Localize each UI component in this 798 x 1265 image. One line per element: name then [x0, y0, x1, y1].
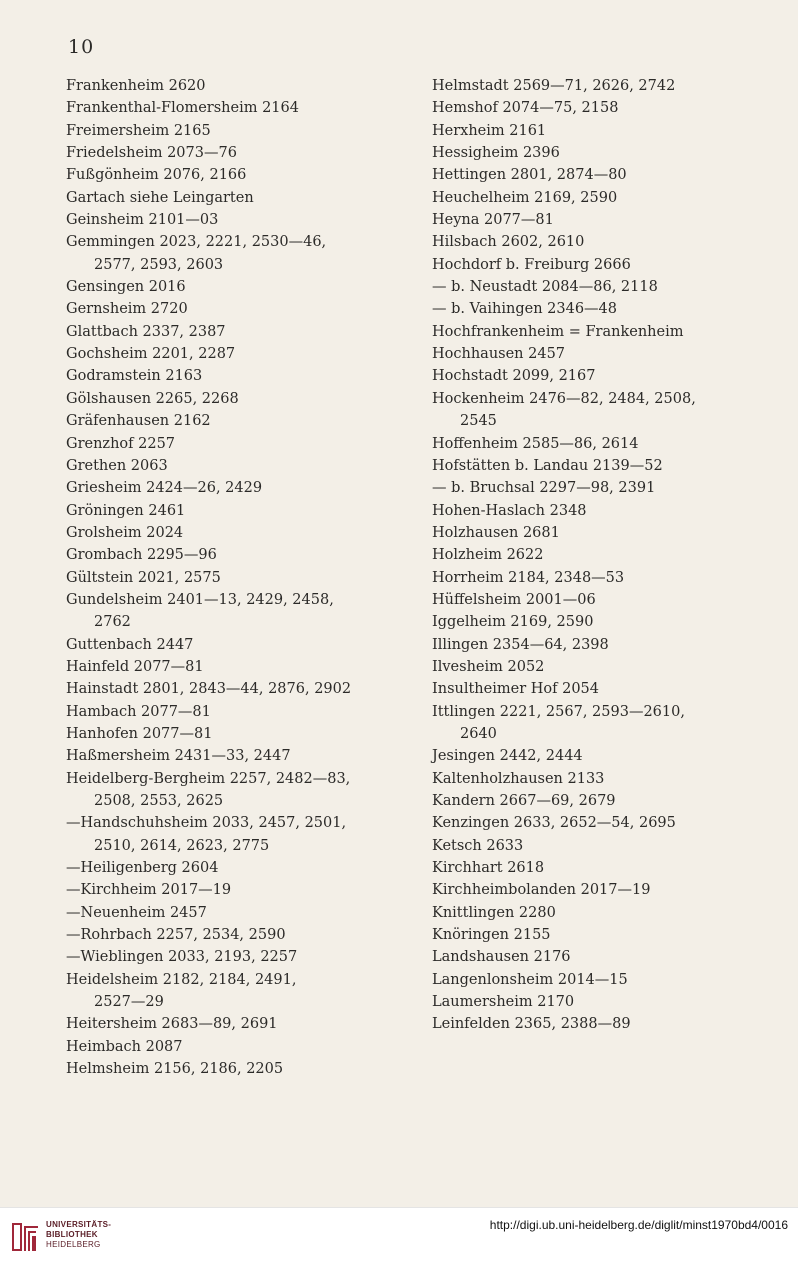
- index-entry-text: Knittlingen 2280: [432, 904, 556, 921]
- index-entry: [432, 231, 782, 253]
- index-entry-text: Hüffelsheim 2001—06: [432, 591, 596, 608]
- index-entry-text: Hochhausen 2457: [432, 346, 566, 363]
- index-entry-text: Helmsheim 2156, 2186, 2205: [66, 1061, 284, 1078]
- index-entry: [66, 946, 396, 968]
- index-entry-text: Kandern 2667—69, 2679: [432, 793, 616, 809]
- index-entry: [432, 97, 782, 119]
- index-entry: [66, 544, 396, 566]
- library-name: [46, 1220, 111, 1250]
- index-entry: [432, 388, 782, 433]
- index-entry: [432, 142, 782, 164]
- index-entry: [432, 634, 782, 656]
- index-entry: [432, 678, 782, 700]
- footer-bar: [0, 1207, 798, 1265]
- index-entry: [66, 879, 396, 901]
- index-column-left: [66, 75, 396, 1080]
- index-entry-text: Friedelsheim 2073—76: [66, 145, 237, 162]
- index-entry: [432, 857, 782, 879]
- index-entry-text: Haßmersheim 2431—33, 2447: [66, 748, 291, 765]
- index-entry: [66, 164, 396, 186]
- index-entry: [66, 567, 396, 589]
- index-entry-text: Gemmingen 2023, 2221, 2530—46,: [66, 234, 327, 251]
- index-entry-text: Leinfelden 2365, 2388—89: [432, 1016, 631, 1033]
- index-entry-text: Heidelsheim 2182, 2184, 2491,: [66, 971, 297, 988]
- index-entry-text: Grolsheim 2024: [66, 524, 184, 541]
- index-entry: [432, 120, 782, 142]
- index-entry: [432, 522, 782, 544]
- index-entry-text: Hohen-Haslach 2348: [432, 502, 587, 519]
- index-entry-text: —Neuenheim 2457: [66, 904, 207, 921]
- index-entry: [432, 544, 782, 566]
- index-entry: [432, 321, 782, 343]
- source-url-link[interactable]: http://digi.ub.uni-heidelberg.de/diglit/minst1970bd4/0016: [489, 1218, 788, 1232]
- index-entry: [432, 924, 782, 946]
- index-entry: [66, 231, 396, 276]
- index-entry: [66, 1013, 396, 1035]
- index-entry-text: Geinsheim 2101—03: [66, 212, 219, 229]
- index-entry: [432, 879, 782, 901]
- index-entry: [432, 209, 782, 231]
- index-entry-text: —Wieblingen 2033, 2193, 2257: [66, 949, 298, 966]
- index-entry: [432, 790, 782, 812]
- index-entry-text: Holzhausen 2681: [432, 524, 560, 541]
- index-entry: [432, 477, 782, 499]
- index-entry: [432, 164, 782, 186]
- index-entry: [66, 142, 396, 164]
- index-entry-text: Ilvesheim 2052: [432, 658, 545, 675]
- index-entry: [432, 701, 782, 746]
- index-entry-text: Iggelheim 2169, 2590: [432, 614, 594, 631]
- index-entry-text: Gartach siehe Leingarten: [66, 189, 254, 206]
- index-entry: [432, 254, 782, 276]
- index-entry-text: — b. Bruchsal 2297—98, 2391: [432, 480, 656, 497]
- index-entry-text: —Kirchheim 2017—19: [66, 882, 232, 899]
- index-entry-text: Holzheim 2622: [432, 547, 544, 564]
- index-entry-text: Kaltenholzhausen 2133: [432, 770, 605, 787]
- index-entry-continuation: 2527—29: [94, 994, 164, 1011]
- index-entry-text: Grethen 2063: [66, 457, 168, 474]
- index-entry-text: Heuchelheim 2169, 2590: [432, 189, 618, 206]
- index-entry: [66, 410, 396, 432]
- index-entry-continuation: 2510, 2614, 2623, 2775: [94, 837, 270, 854]
- index-entry-text: —Handschuhsheim 2033, 2457, 2501,: [66, 815, 347, 832]
- index-entry-continuation: 2762: [94, 614, 131, 631]
- index-entry-text: Illingen 2354—64, 2398: [432, 636, 609, 653]
- index-entry-text: Glattbach 2337, 2387: [66, 323, 226, 340]
- index-entry: [66, 723, 396, 745]
- index-entry-text: Hanhofen 2077—81: [66, 725, 213, 742]
- index-entry: [432, 75, 782, 97]
- index-entry: [66, 589, 396, 634]
- index-entry: [66, 120, 396, 142]
- index-entry: [432, 745, 782, 767]
- index-entry: [66, 678, 396, 700]
- index-entry-text: Hemshof 2074—75, 2158: [432, 100, 619, 117]
- library-name-line: UNIVERSITÄTS-: [46, 1220, 112, 1229]
- index-entry: [432, 298, 782, 320]
- index-entry: [432, 946, 782, 968]
- library-name-line: BIBLIOTHEK: [46, 1230, 98, 1239]
- index-entry: [66, 187, 396, 209]
- index-entry: [66, 97, 396, 119]
- index-entry-text: Hockenheim 2476—82, 2484, 2508,: [432, 390, 696, 407]
- index-entry: [432, 455, 782, 477]
- index-entry-text: Hainstadt 2801, 2843—44, 2876, 2902: [66, 681, 352, 698]
- index-entry-text: Insultheimer Hof 2054: [432, 681, 599, 698]
- index-entry-text: Gensingen 2016: [66, 279, 186, 296]
- index-entry: [432, 187, 782, 209]
- index-entry-text: Guttenbach 2447: [66, 636, 194, 653]
- library-logo-icon: [10, 1220, 40, 1254]
- index-entry-continuation: 2508, 2553, 2625: [94, 793, 224, 809]
- index-entry: [66, 298, 396, 320]
- index-entry: [66, 477, 396, 499]
- index-entry-text: Hochdorf b. Freiburg 2666: [432, 256, 631, 273]
- index-entry-text: Hochstadt 2099, 2167: [432, 368, 596, 385]
- index-entry-text: Heitersheim 2683—89, 2691: [66, 1016, 278, 1033]
- index-entry-text: Heidelberg-Bergheim 2257, 2482—83,: [66, 770, 351, 787]
- index-entry: [66, 522, 396, 544]
- index-entry-continuation: 2640: [460, 725, 497, 742]
- index-entry: [66, 343, 396, 365]
- index-entry: [66, 276, 396, 298]
- index-entry-text: Jesingen 2442, 2444: [432, 748, 583, 765]
- index-entry: [66, 745, 396, 767]
- index-entry: [66, 365, 396, 387]
- index-entry-text: —Rohrbach 2257, 2534, 2590: [66, 927, 286, 944]
- index-entry: [432, 812, 782, 834]
- index-entry: [66, 209, 396, 231]
- index-entry-text: Hoffenheim 2585—86, 2614: [432, 435, 639, 452]
- index-entry-text: Hainfeld 2077—81: [66, 658, 204, 675]
- index-entry-continuation: 2545: [460, 413, 497, 430]
- index-entry-text: Gültstein 2021, 2575: [66, 569, 221, 586]
- index-entry-text: Heyna 2077—81: [432, 212, 554, 229]
- index-entry-text: Laumersheim 2170: [432, 994, 575, 1011]
- index-entry-text: Kirchheimbolanden 2017—19: [432, 882, 651, 899]
- index-entry: [432, 768, 782, 790]
- index-entry-text: Landshausen 2176: [432, 949, 571, 966]
- index-entry-text: Gröningen 2461: [66, 502, 186, 519]
- index-entry: [432, 835, 782, 857]
- index-entry-text: Gernsheim 2720: [66, 301, 188, 318]
- index-entry: [432, 902, 782, 924]
- index-entry: [66, 768, 396, 813]
- index-entry-text: Grombach 2295—96: [66, 547, 217, 564]
- index-entry: [66, 634, 396, 656]
- index-entry-text: Ketsch 2633: [432, 837, 524, 854]
- index-entry-text: —Heiligenberg 2604: [66, 860, 219, 877]
- index-entry: [66, 656, 396, 678]
- index-entry: [66, 388, 396, 410]
- index-entry: [66, 857, 396, 879]
- index-entry-text: Gräfenhausen 2162: [66, 413, 211, 430]
- index-entry-text: Godramstein 2163: [66, 368, 203, 385]
- index-entry-text: Hilsbach 2602, 2610: [432, 234, 585, 251]
- index-entry: [432, 589, 782, 611]
- index-entry-text: — b. Vaihingen 2346—48: [432, 301, 618, 318]
- index-entry-text: — b. Neustadt 2084—86, 2118: [432, 279, 658, 296]
- index-entry: [432, 611, 782, 633]
- index-entry: [66, 1036, 396, 1058]
- index-entry: [432, 991, 782, 1013]
- index-entry-text: Griesheim 2424—26, 2429: [66, 480, 263, 497]
- index-entry-text: Ittlingen 2221, 2567, 2593—2610,: [432, 703, 685, 720]
- index-entry-text: Horrheim 2184, 2348—53: [432, 569, 625, 586]
- index-entry-text: Gundelsheim 2401—13, 2429, 2458,: [66, 591, 334, 608]
- index-entry: [66, 701, 396, 723]
- index-entry: [66, 321, 396, 343]
- library-name-line: HEIDELBERG: [46, 1240, 101, 1249]
- index-entry: [66, 75, 396, 97]
- index-entry-text: Heimbach 2087: [66, 1038, 183, 1055]
- index-entry-text: Gochsheim 2201, 2287: [66, 346, 236, 363]
- index-entry: [432, 1013, 782, 1035]
- index-entry-text: Langenlonsheim 2014—15: [432, 971, 628, 988]
- index-entry-text: Hofstätten b. Landau 2139—52: [432, 457, 663, 474]
- index-entry-text: Herxheim 2161: [432, 122, 547, 139]
- index-entry-text: Hessigheim 2396: [432, 145, 560, 162]
- index-entry: [66, 433, 396, 455]
- index-entry-text: Gölshausen 2265, 2268: [66, 390, 239, 407]
- index-entry: [66, 812, 396, 857]
- index-entry-text: Kirchhart 2618: [432, 860, 545, 877]
- page-number: 10: [68, 36, 95, 58]
- index-entry-text: Kenzingen 2633, 2652—54, 2695: [432, 815, 676, 832]
- index-entry-text: Hettingen 2801, 2874—80: [432, 167, 627, 184]
- index-entry-text: Grenzhof 2257: [66, 435, 176, 452]
- index-entry: [66, 924, 396, 946]
- index-entry: [66, 969, 396, 1014]
- index-entry-text: Hambach 2077—81: [66, 703, 211, 720]
- index-entry-continuation: 2577, 2593, 2603: [94, 256, 224, 273]
- index-entry: [432, 567, 782, 589]
- index-entry: [66, 902, 396, 924]
- index-entry: [432, 365, 782, 387]
- index-entry-text: Frankenheim 2620: [66, 78, 206, 94]
- index-entry: [432, 343, 782, 365]
- index-entry-text: Freimersheim 2165: [66, 122, 211, 139]
- index-entry-text: Frankenthal-Flomersheim 2164: [66, 100, 299, 117]
- index-entry: [66, 455, 396, 477]
- index-entry-text: Knöringen 2155: [432, 927, 551, 944]
- index-entry: [432, 276, 782, 298]
- index-entry-text: Helmstadt 2569—71, 2626, 2742: [432, 78, 676, 94]
- index-entry: [66, 1058, 396, 1080]
- index-column-right: [432, 75, 782, 1036]
- index-entry-text: Fußgönheim 2076, 2166: [66, 167, 247, 184]
- index-entry: [432, 500, 782, 522]
- index-entry: [66, 500, 396, 522]
- index-entry: [432, 656, 782, 678]
- index-entry: [432, 969, 782, 991]
- index-entry-text: Hochfrankenheim = Frankenheim: [432, 323, 684, 340]
- index-entry: [432, 433, 782, 455]
